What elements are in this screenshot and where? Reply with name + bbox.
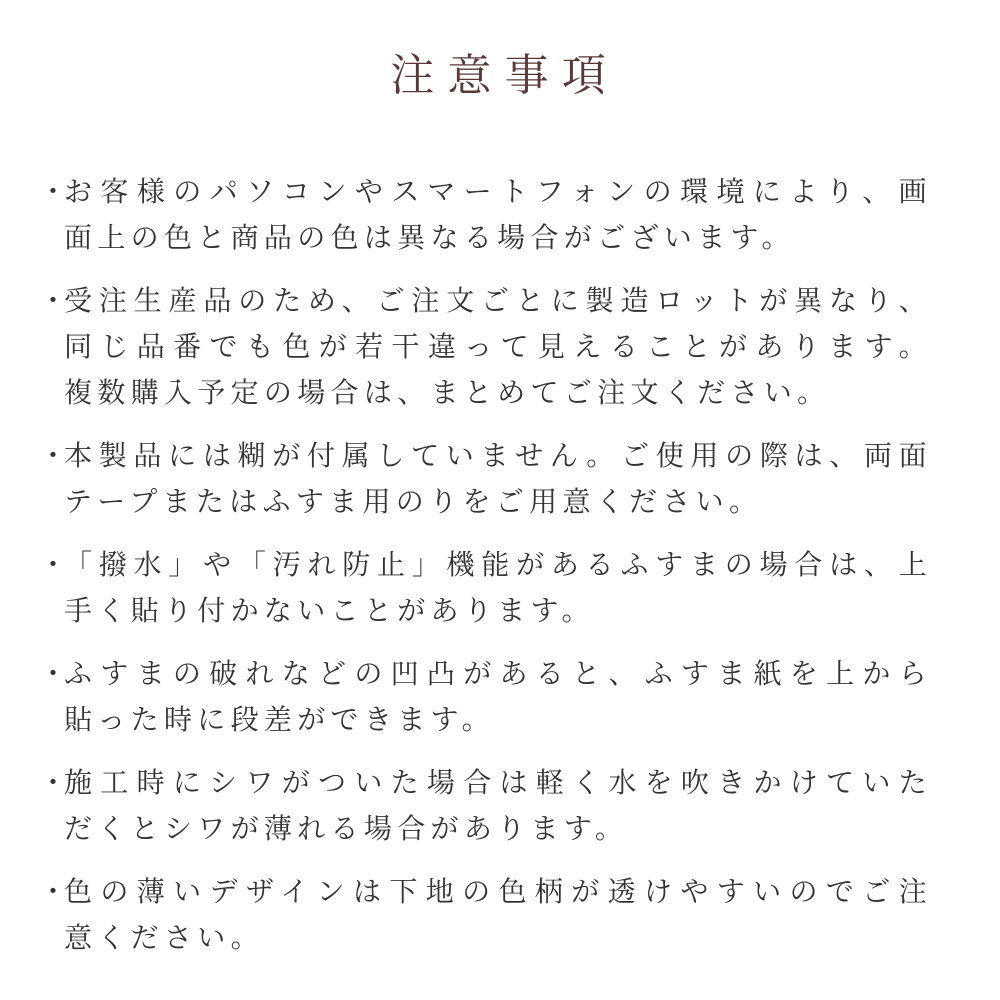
note-line: 手く貼り付かないことがあります。 — [64, 595, 595, 626]
note-item-no-glue — [39, 433, 932, 525]
notes-list — [39, 169, 932, 961]
note-item-water-repellent — [39, 542, 932, 634]
note-line: 同じ品番でも色が若干違って見えることがあります。 — [64, 331, 932, 362]
note-line: 受注生産品のため、ご注文ごとに製造ロットが異なり、 — [64, 285, 932, 316]
note-line: 本製品には糊が付属していません。ご使用の際は、両面 — [64, 440, 932, 471]
note-line: 意ください。 — [64, 922, 264, 953]
note-line: 複数購入予定の場合は、まとめてご注文ください。 — [64, 377, 831, 408]
bullet-marker: ・ — [39, 876, 68, 907]
note-line: お客様のパソコンやスマートフォンの環境により、画 — [64, 176, 932, 207]
bullet-marker: ・ — [39, 658, 68, 689]
note-item-surface-unevenness — [39, 651, 932, 743]
note-item-light-colors — [39, 869, 932, 961]
bullet-marker: ・ — [39, 549, 68, 580]
note-item-production-lot — [39, 278, 932, 416]
bullet-marker: ・ — [39, 285, 68, 316]
note-line: 色の薄いデザインは下地の色柄が透けやすいのでご注 — [64, 876, 932, 907]
note-line: 「撥水」や「汚れ防止」機能があるふすまの場合は、上 — [64, 549, 932, 580]
bullet-marker: ・ — [39, 440, 68, 471]
note-line: 面上の色と商品の色は異なる場合がございます。 — [64, 222, 795, 253]
bullet-marker: ・ — [39, 767, 68, 798]
note-line: ふすまの破れなどの凹凸があると、ふすま紙を上から — [64, 658, 932, 689]
note-line: 貼った時に段差ができます。 — [64, 704, 495, 735]
bullet-marker: ・ — [39, 176, 68, 207]
note-item-screen-color — [39, 169, 932, 261]
note-line: だくとシワが薄れる場合があります。 — [64, 813, 629, 844]
note-line: テープまたはふすま用のりをご用意ください。 — [64, 486, 763, 517]
note-item-wrinkles — [39, 760, 932, 852]
page-title: 注意事項 — [390, 51, 619, 100]
note-line: 施工時にシワがついた場合は軽く水を吹きかけていた — [64, 767, 932, 798]
